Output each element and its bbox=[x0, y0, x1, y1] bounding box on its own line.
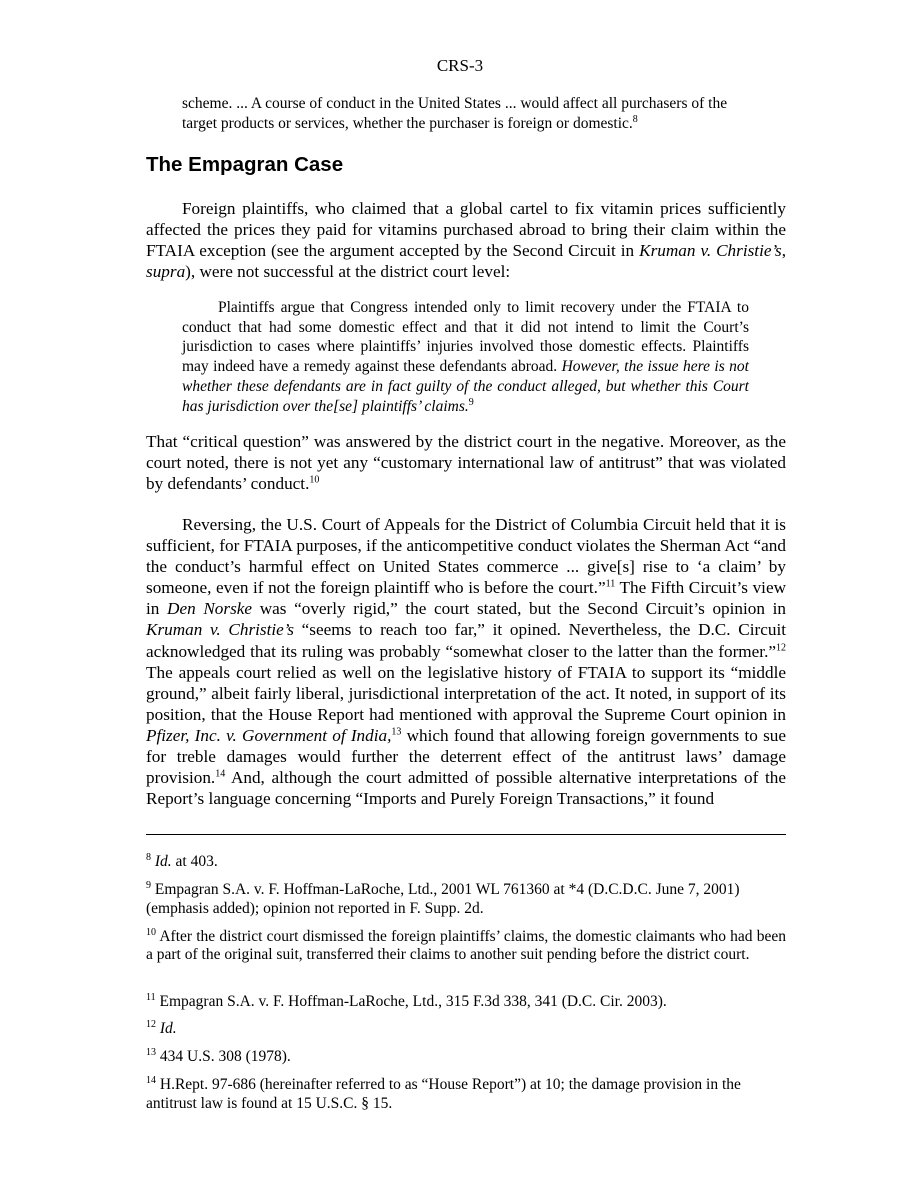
footnote-12 bbox=[146, 1020, 786, 1039]
paragraph-reversing bbox=[146, 514, 786, 809]
footnote-ref[interactable]: 13 bbox=[391, 726, 402, 738]
paragraph-foreign-plaintiffs bbox=[146, 198, 786, 282]
block-quote-emphasis: However, the issue here is not whether these defendants are in fact guilty of the conduct alleged, but whether this Court has jurisdiction over the[se] plaintiffs’ claims. bbox=[182, 358, 749, 415]
footnote-13 bbox=[146, 1048, 786, 1067]
footnote-italic: Id. bbox=[154, 853, 172, 870]
footnote-text: Empagran S.A. v. F. Hoffman-LaRoche, Ltd., 2001 WL 761360 at *4 (D.C.D.C. June 7, 2001) (emphasis added); opinion not reported in F. Supp. 2d. bbox=[146, 881, 740, 917]
footnote-number: 10 bbox=[146, 926, 156, 938]
footnote-text: H.Rept. 97-686 (hereinafter referred to as “House Report”) at 10; the damage provision in the antitrust law is found at 15 U.S.C. § 15. bbox=[146, 1076, 741, 1112]
text-run: ), were not successful at the district court level: bbox=[185, 262, 511, 282]
footnote-number: 13 bbox=[146, 1046, 156, 1058]
text-run: , bbox=[781, 241, 786, 261]
footnote-number: 14 bbox=[146, 1074, 156, 1086]
footnote-ref[interactable]: 14 bbox=[215, 768, 226, 780]
text-run: was “overly rigid,” the court stated, but the Second Circuit’s opinion in bbox=[252, 599, 787, 619]
footnote-text: Empagran S.A. v. F. Hoffman-LaRoche, Ltd., 315 F.3d 338, 341 (D.C. Cir. 2003). bbox=[155, 993, 667, 1010]
continued-quote bbox=[182, 94, 757, 134]
text-run: which found that allowing foreign governments to sue for treble damages would further the deterrent effect of the antitrust laws’ damage provision. bbox=[146, 725, 786, 788]
case-name: Pfizer, Inc. v. Government of India, bbox=[146, 725, 392, 745]
footnote-ref[interactable]: 10 bbox=[309, 474, 320, 486]
case-name: Kruman v. Christie’s bbox=[639, 241, 782, 261]
footnote-text: 434 U.S. 308 (1978). bbox=[156, 1048, 291, 1065]
footnote-text: at 403. bbox=[171, 853, 218, 870]
text-run: The Fifth Circuit’s view in bbox=[146, 578, 786, 619]
section-heading: The Empagran Case bbox=[146, 153, 344, 176]
footnote-number: 12 bbox=[146, 1018, 156, 1030]
block-quote-text: Plaintiffs argue that Congress intended only to limit recovery under the FTAIA to conduct that had some domestic effect and that it did not intend to limit the Court’s jurisdiction to cases where plaintiffs’ injuries involved those domestic effects. Plaintiffs may indeed have a remedy against these defendants abroad. bbox=[182, 299, 749, 376]
footnote-ref[interactable]: 8 bbox=[632, 113, 638, 125]
footnote-italic: Id. bbox=[159, 1020, 177, 1037]
page-header: CRS-3 bbox=[436, 56, 484, 75]
text-run: Foreign plaintiffs, who claimed that a global cartel to fix vitamin prices sufficiently affected the prices they paid for vitamins purchased abroad to bring their claim within the FTAIA exception (see the argument accepted by the Second Circuit in bbox=[146, 199, 786, 261]
footnote-10 bbox=[146, 928, 786, 965]
footnote-number: 9 bbox=[146, 879, 151, 891]
text-run: The appeals court relied as well on the legislative history of FTAIA to support its “middle ground,” albeit fairly liberal, jurisdictional interpretation of the act. It noted, in support of its position, that the House Report had mentioned with approval the Supreme Court opinion in bbox=[146, 662, 786, 724]
citation-supra: supra bbox=[146, 262, 186, 282]
footnote-number: 11 bbox=[146, 991, 156, 1003]
footnote-14 bbox=[146, 1076, 786, 1113]
footnote-8 bbox=[146, 853, 786, 872]
footnote-ref[interactable]: 12 bbox=[776, 641, 786, 653]
footnote-ref[interactable]: 9 bbox=[468, 396, 474, 408]
case-name: Kruman v. Christie’s bbox=[146, 620, 294, 640]
footnote-ref[interactable]: 11 bbox=[605, 578, 616, 590]
block-quote bbox=[182, 298, 749, 416]
case-name: Den Norske bbox=[167, 599, 253, 619]
footnote-number: 8 bbox=[146, 851, 151, 863]
continued-quote-text: scheme. ... A course of conduct in the United States ... would affect all purchasers of the target products or services, whether the purchaser is foreign or domestic. bbox=[182, 95, 728, 132]
footnote-divider bbox=[146, 834, 786, 835]
text-run: That “critical question” was answered by the district court in the negative. Moreover, as the court noted, there is not yet any “customary international law of antitrust” that was violated by defendants’ conduct. bbox=[146, 432, 786, 494]
footnote-11 bbox=[146, 993, 786, 1012]
text-run: Reversing, the U.S. Court of Appeals for the District of Columbia Circuit held that it is sufficient, for FTAIA purposes, if the anticompetitive conduct violates the Sherman Act “and the conduct’s harmful effect on United States commerce ... give[s] rise to ‘a claim’ by someone, even if not the foreign plaintiff who is before the court.” bbox=[146, 515, 786, 598]
footnote-text: After the district court dismissed the foreign plaintiffs’ claims, the domestic claimants who had been a part of the original suit, transferred their claims to another suit pending before the district court. bbox=[146, 928, 786, 964]
footnote-9 bbox=[146, 881, 786, 918]
paragraph-critical-question bbox=[146, 431, 786, 494]
text-run: And, although the court admitted of possible alternative interpretations of the Report’s language concerning “Imports and Purely Foreign Transactions,” it found bbox=[146, 768, 786, 809]
text-run: “seems to reach too far,” it opined. Nevertheless, the D.C. Circuit acknowledged that its ruling was probably “somewhat closer to the latter than the former.” bbox=[146, 620, 786, 661]
